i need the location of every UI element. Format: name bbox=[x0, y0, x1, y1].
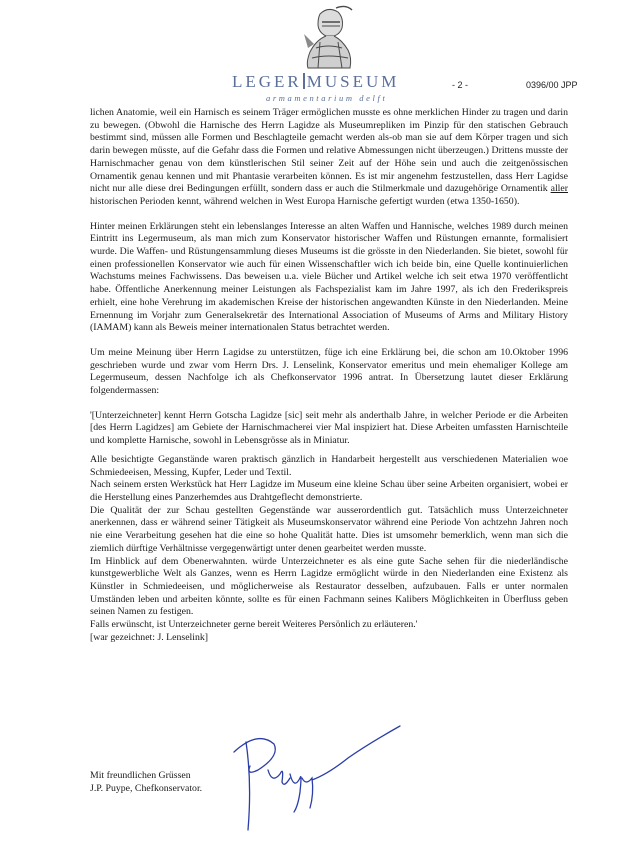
museum-brand bbox=[232, 72, 399, 92]
closing-greeting: Mit freundlichen Grüssen bbox=[90, 770, 191, 781]
underlined-word: aller bbox=[550, 183, 568, 195]
letter-body bbox=[90, 107, 568, 644]
document-reference: 0396/00 JPP bbox=[526, 80, 578, 90]
paragraph-1 bbox=[90, 107, 568, 209]
brand-left: LEGER bbox=[232, 72, 302, 91]
paragraph-1-tail: historischen Perioden kennt, während welchen in West Europa Harnische gefertigt wurden (etwa 1350-1650). bbox=[90, 195, 520, 207]
brand-separator bbox=[303, 73, 305, 89]
paragraph-1-text: lichen Anatomie, weil ein Harnisch es seinem Träger ermöglichen musste es ohne merklichen Hinder zu tragen und darin zu bewegen. (Obwohl die Harnische des Herrn Lagidze als Museumrepliken im Pinzip für den statischen Gebrauch bestimmt sind, müssen alle Formen und Beschlagteile gemacht werden als-ob man sie auf dem Körper tragen und sich darin bewegen müsste, auf die Gefahr dass die Formen und relative Abmessungen nicht überzeugen.) Drittens musste der Harnischmacher genau von dem künstlerischen Stil seiner Zeit auf der Höhe sein und auch die zeitgenössischen Ornamentik genau kennen und mit Phantasie verarbeiten können. Es ist mir angenehm festzustellen, dass Herr Lagidse nicht nur alle diese drei Bedingungen erfüllt, sondern dass er auch die Stilmerkmale und dazugehörige Ornamentik bbox=[90, 107, 568, 195]
signatory-name: J.P. Puype, Chefkonservator. bbox=[90, 782, 203, 794]
page-number: - 2 - bbox=[452, 80, 469, 90]
quote-line: Nach seinem ersten Werkstück hat Herr Lagidze im Museum eine kleine Schau über seine Arbeiten organisiert, wobei er die Herstellung eines Panzerhemdes aus Drahtgeflecht demonstrierte. bbox=[90, 479, 568, 503]
quote-line: Alle besichtigte Geganstände waren praktisch gänzlich in Handarbeit hergestellt aus verschiedenen Materialien woe Schmiedeeisen, Messing, Kupfer, Leder und Textil. bbox=[90, 453, 568, 478]
paragraph-2: Hinter meinen Erklärungen steht ein lebenslanges Interesse an alten Waffen und Hannische, welches 1989 durch meinen Eintritt ins Legermuseum, als man mich zum Konservator historischer Waffen und Rüstungen ernannte, formalisiert wurde. Die Waffen- und Rüstungensammlung dieses Museums ist die grösste in den Niederlanden. Sie bietet, sowohl für einen professionellen Konservator wie auch für einen Wissenschaftler wich ich beide bin, eine Quelle kontinuierlichen Wachstums meines Fachwissens. Das beweisen u.a. viele Bücher und Artikel welche ich seit etwa 1970 veröffentlicht habe. Öffentliche Anerkennung meiner Leistungen als Fachspezialist kam im Jahre 1997, als ich den Frederikspreis erhielt, eine hohe Verehrung im akademischen Kreise der historischen angewandten Künste in den Niederlanden. Meine Ernennung im Vorjahr zum Generalsekretär des International Association of Museums of Arms and Military History (IAMAM) kann als Beweis meiner internationalen Status betrachtet werden. bbox=[90, 220, 568, 334]
quote-signature-note: [war gezeichnet: J. Lenselink] bbox=[90, 631, 209, 643]
quote-line: '[Unterzeichneter] kennt Herrn Gotscha Lagidze [sic] seit mehr als anderthalb Jahre, in welcher Periode er die Arbeiten [des Herrn Lagidzes] am Gebiete der Harnischmacherei vier Mal inspiziert hat. Diese Arbeiten umfassten Harnischteile und komplette Harnische, sowohl in Lebensgrösse als in Miniatur. bbox=[90, 409, 568, 447]
armored-knight-bust-icon bbox=[298, 4, 360, 70]
quote-line: Falls erwünscht, ist Unterzeichneter gerne bereit Weiteres Persönlich zu erläuteren.' bbox=[90, 619, 418, 631]
handwritten-signature bbox=[228, 722, 406, 840]
quote-line: Im Hinblick auf dem Obenerwahnten. würde Unterzeichneter es als eine gute Sache sehen für die niederländische kunstgewerbliche Welt als Ganzes, wenn es Herrn Lagidze ermöglicht würde in den Niederlanden eine Existenz als Künstler in Schmiedeeisen, und möglicherweise als Restaurator desselben, aufzubauen. Falls er unter normalen Umständen leben und arbeiten könnte, sollte es für einen Fachmann seines Kalibers Möglichkeiten in Überfluss geben seinen Namen zu festigen. bbox=[90, 555, 568, 618]
quote-line: Die Qualität der zur Schau gestellten Gegenstände war ausserordentlich gut. Tatsächlich muss Unterzeichneter anerkennen, dass er während seiner Tätigkeit als Museumskonservator während eine Periode Von achtzehn Jahren noch nie eine Verarbeitung gesehen hat die eine so hohe Qualität hatte. Dies ist umsomehr bemerklich, wenn man sich die ziemlich dürftige Verhältnisse vergegenwärtigt unter denen gearbeitet werden musste. bbox=[90, 504, 568, 554]
brand-subtitle: armamentarium delft bbox=[266, 93, 388, 103]
brand-right: MUSEUM bbox=[306, 72, 400, 91]
quoted-statement bbox=[90, 410, 568, 645]
paragraph-3: Um meine Meinung über Herrn Lagidse zu unterstützen, füge ich eine Erklärung bei, die schon am 10.Oktober 1996 geschrieben wurde und zwar vom Herrn Drs. J. Lenselink, Konservator emeritus und mein ehemaliger Kollege am Legermuseum, dessen Nachfolge ich als Chefkonservator 1996 antrat. In Übersetzung lautet dieser Erklärung folgendermassen: bbox=[90, 346, 568, 397]
closing-block bbox=[90, 770, 202, 795]
